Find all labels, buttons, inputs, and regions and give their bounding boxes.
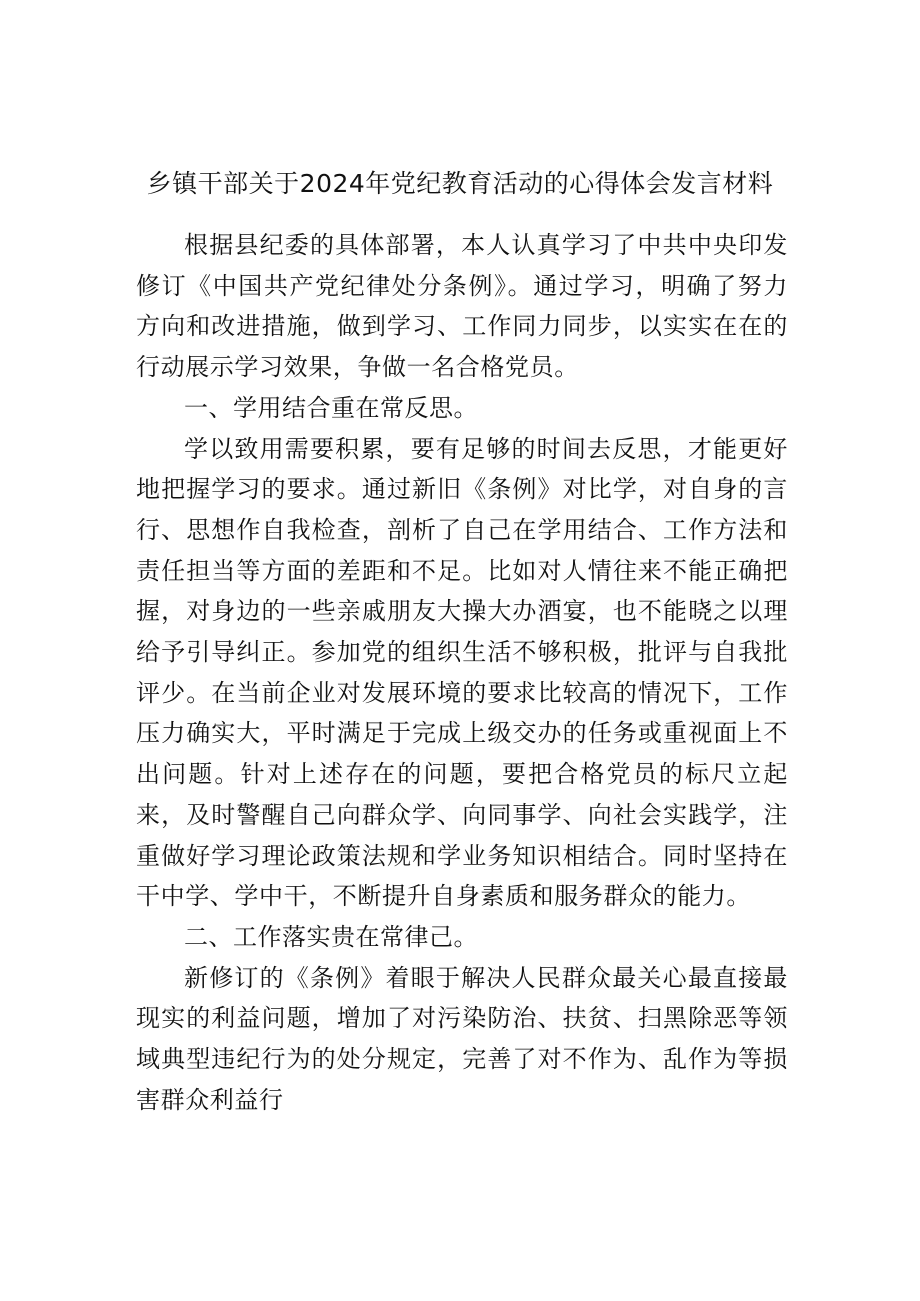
section-2-heading: 二、工作落实贵在常律己。 [184,922,478,951]
section-1-heading: 一、学用结合重在常反思。 [184,393,478,422]
document-title: 乡镇干部关于2024年党纪教育活动的心得体会发言材料 [146,169,774,198]
section-2-paragraph: 新修订的《条例》着眼于解决人民群众最关心最直接最现实的利益问题，增加了对污染防治、扶贫、扫黑除恶等领域典型违纪行为的处分规定，完善了对不作为、乱作为等损害群众利益行 [136,963,788,1114]
intro-paragraph: 根据县纪委的具体部署，本人认真学习了中共中央印发修订《中国共产党纪律处分条例》。通过学习，明确了努力方向和改进措施，做到学习、工作同力同步，以实实在在的行动展示学习效果，争做一名合格党员。 [136,231,788,382]
document-body [136,225,788,1120]
section-1-paragraph: 学以致用需要积累，要有足够的时间去反思，才能更好地把握学习的要求。通过新旧《条例》对比学，对自身的言行、思想作自我检查，剖析了自己在学用结合、工作方法和责任担当等方面的差距和不足。比如对人情往来不能正确把握，对身边的一些亲戚朋友大操大办酒宴，也不能晓之以理给予引导纠正。参加党的组织生活不够积极，批评与自我批评少。在当前企业对发展环境的要求比较高的情况下，工作压力确实大，平时满足于完成上级交办的任务或重视面上不出问题。针对上述存在的问题，要把合格党员的标尺立起来，及时警醒自己向群众学、向同事学、向社会实践学，注重做好学习理论政策法规和学业务知识相结合。同时坚持在干中学、学中干，不断提升自身素质和服务群众的能力。 [136,434,788,911]
